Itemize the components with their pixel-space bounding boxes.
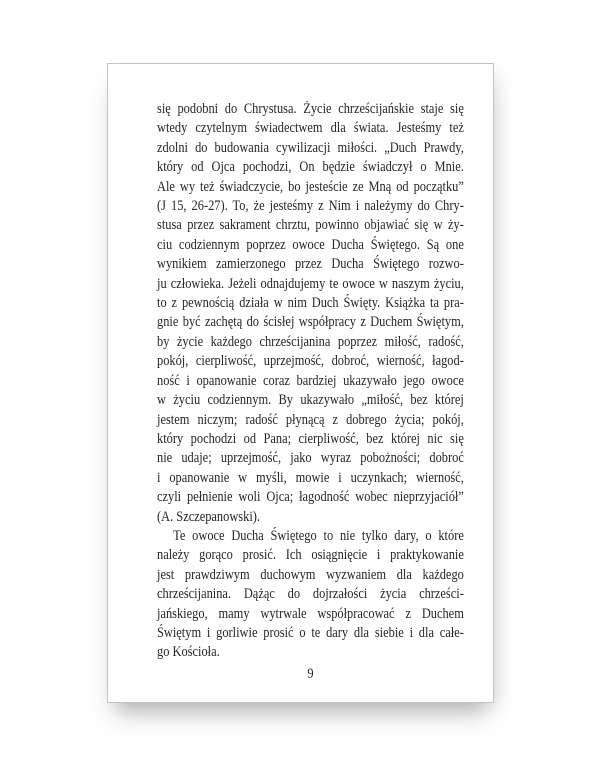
- page-number: 9: [307, 665, 314, 682]
- text-line: Te owoce Ducha Świętego to nie tylko dary, o które: [173, 527, 464, 544]
- text-line: jest prawdziwym duchowym wyzwaniem dla każdego: [157, 566, 464, 583]
- text-line: wynikiem zamierzonego przez Ducha Świętego rozwo-: [157, 256, 464, 273]
- text-line: w życiu codziennym. By ukazywało „miłość, bez której: [157, 392, 464, 409]
- text-line: ciu codziennym poprzez owoce Ducha Świętego. Są one: [157, 236, 464, 253]
- text-line: który pochodzi od Pana; cierpliwość, bez której nic się: [157, 430, 464, 447]
- text-line: wtedy czytelnym świadectwem dla świata. Jesteśmy też: [157, 120, 464, 137]
- text-line: jestem niczym; radość płynącą z dobrego życia; pokój,: [157, 411, 464, 428]
- text-line: chrześcijanina. Dążąc do dojrzałości życia chrześci-: [157, 586, 464, 603]
- text-line: i opanowanie w myśli, mowie i uczynkach; wierność,: [157, 469, 464, 486]
- text-line: który od Ojca pochodzi, On będzie świadczył o Mnie.: [157, 159, 464, 176]
- text-line: jańskiego, mamy wytrwale współpracować z Duchem: [157, 605, 464, 622]
- text-line: gnie być zachętą do ścisłej współpracy z Duchem Świętym,: [157, 314, 464, 331]
- text-line: ju człowieka. Jeżeli odnajdujemy te owoce w naszym życiu,: [157, 275, 464, 292]
- text-line: nie udaje; uprzejmość, jako wyraz pobożności; dobroć: [157, 450, 464, 467]
- text-line: należy gorąco prosić. Ich osiągnięcie i praktykowanie: [157, 547, 464, 564]
- text-block: [157, 100, 464, 684]
- book-page: [107, 63, 494, 703]
- text-line: go Kościoła.: [157, 644, 220, 661]
- text-line: (A. Szczepanowski).: [157, 508, 260, 525]
- text-line: stusa przez sakrament chrztu, powinno objawiać się w ży-: [157, 217, 464, 234]
- text-line: pokój, cierpliwość, uprzejmość, dobroć, wierność, łagod-: [157, 353, 464, 370]
- text-line: Ale wy też świadczycie, bo jesteście ze Mną od początku”: [157, 178, 464, 195]
- text-line: czyli pełnienie woli Ojca; łagodność wobec nieprzyjaciół”: [157, 489, 464, 506]
- body-text: [157, 100, 464, 663]
- text-line: się podobni do Chrystusa. Życie chrześcijańskie staje się: [157, 101, 464, 117]
- text-line: ność i opanowanie coraz bardziej ukazywało jego owoce: [157, 372, 464, 389]
- text-line: to z pewnością działa w nim Duch Święty. Książka ta pra-: [157, 295, 464, 312]
- text-line: zdolni do budowania cywilizacji miłości. „Duch Prawdy,: [157, 139, 464, 156]
- text-line: (J 15, 26-27). To, że jesteśmy z Nim i należymy do Chry-: [157, 198, 464, 215]
- text-line: Świętym i gorliwie prosić o te dary dla siebie i dla całe-: [157, 624, 464, 641]
- text-line: by życie każdego chrześcijanina poprzez miłość, radość,: [157, 333, 464, 350]
